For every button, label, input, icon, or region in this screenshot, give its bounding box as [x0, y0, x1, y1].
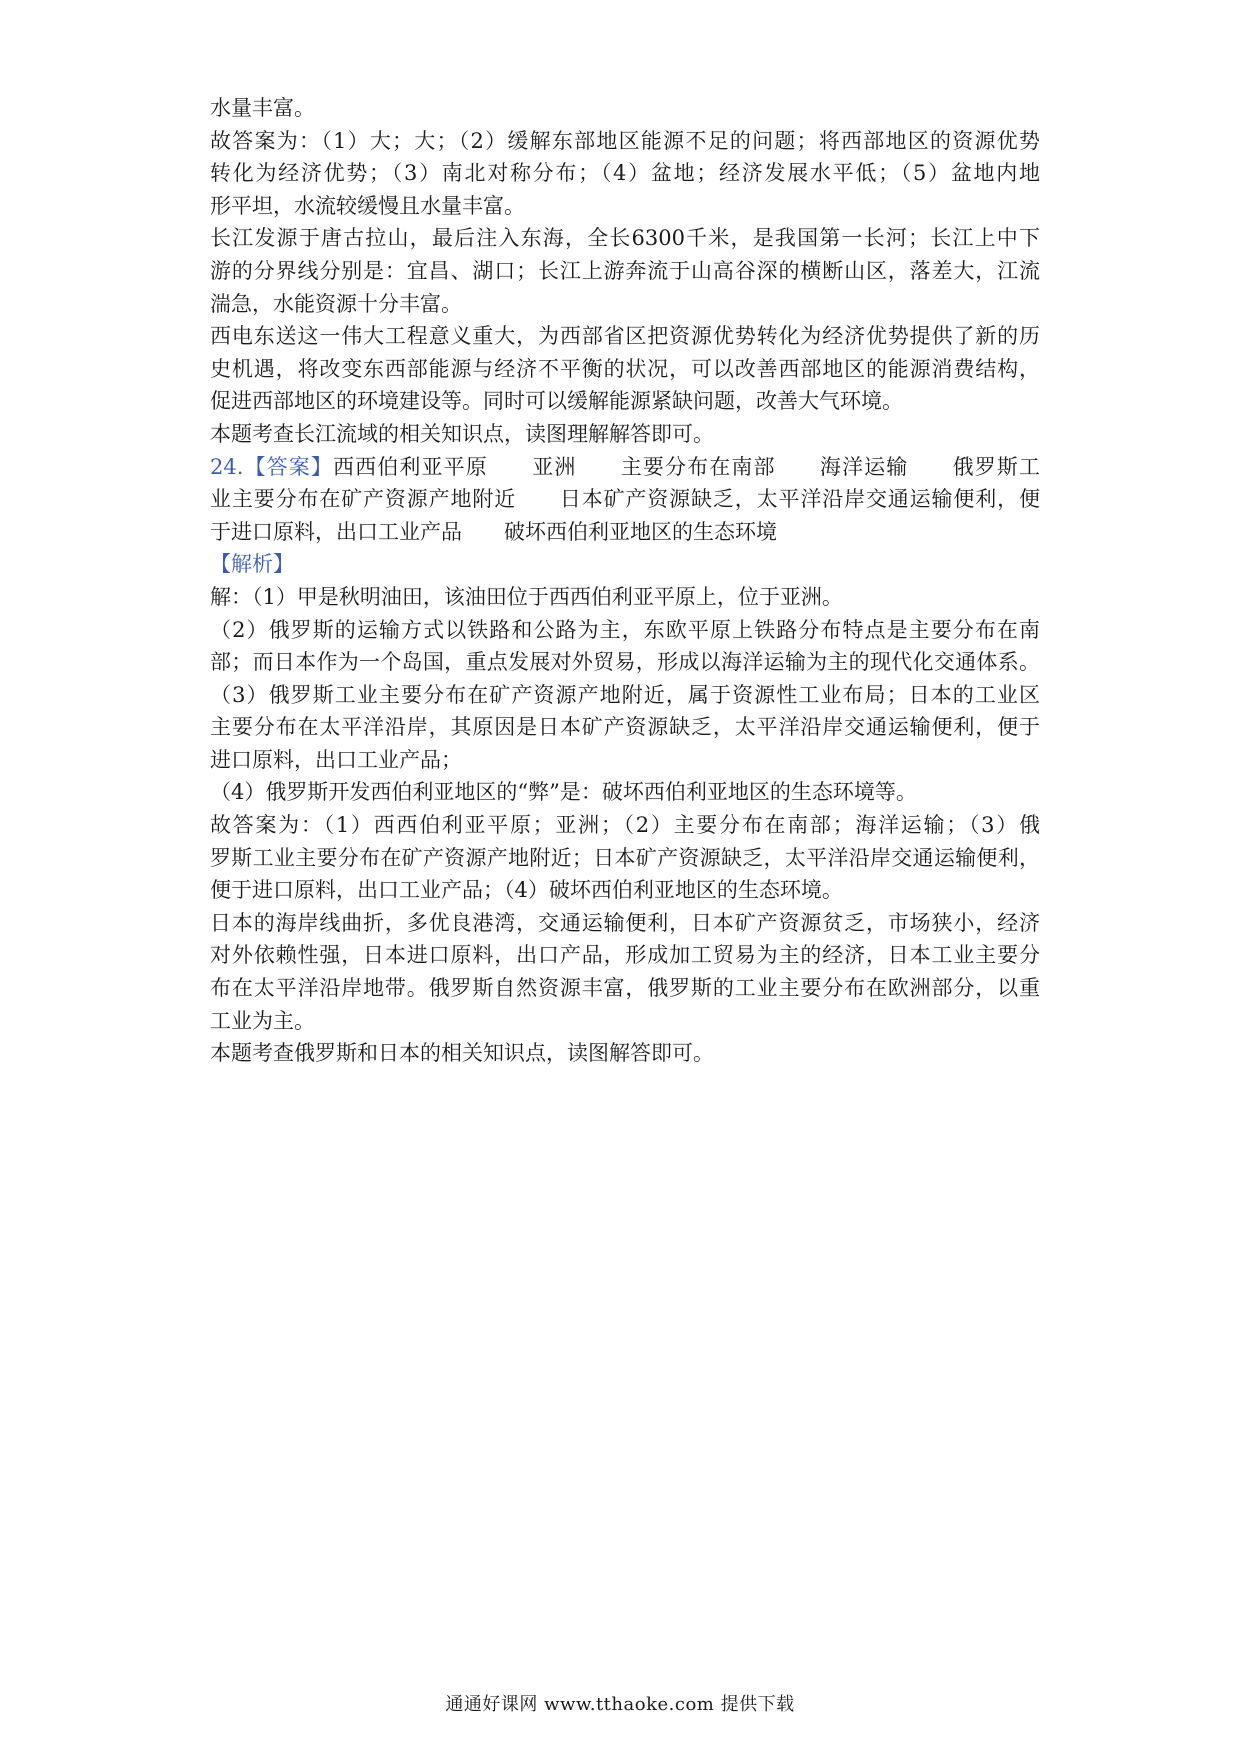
text-line: 解：（1）甲是秋明油田，该油田位于西西伯利亚平原上，位于亚洲。: [210, 584, 843, 609]
text-line: 日本的海岸线曲折，多优良港湾，交通运输便利，日本矿产资源贫乏，市场狭小，经济: [210, 910, 1040, 935]
answer-24-text: 西西伯利亚平原 亚洲 主要分布在南部 海洋运输 俄罗斯工: [333, 454, 1040, 479]
text-line: 本题考查长江流域的相关知识点，读图理解解答即可。: [210, 421, 714, 446]
text-line: 湍急，水能资源十分丰富。: [210, 291, 462, 316]
text-line: 布在太平洋沿岸地带。俄罗斯自然资源丰富，俄罗斯的工业主要分布在欧洲部分，以重: [210, 976, 1040, 1001]
text-line: 对外依赖性强，日本进口原料，出口产品，形成加工贸易为主的经济，日本工业主要分: [210, 943, 1040, 968]
text-line: （3）俄罗斯工业主要分布在矿产资源产地附近，属于资源性工业布局；日本的工业区: [210, 682, 1040, 707]
text-line: 转化为经济优势；（3）南北对称分布；（4）盆地；经济发展水平低；（5）盆地内地: [210, 161, 1040, 186]
text-line: 工业为主。: [210, 1008, 315, 1033]
text-line: 水量丰富。: [210, 96, 315, 120]
text-line: 于进口原料，出口工业产品 破坏西伯利亚地区的生态环境: [210, 519, 777, 544]
text-line: 促进西部地区的环境建设等。同时可以缓解能源紧缺问题，改善大气环境。: [210, 389, 903, 414]
text-line: 故答案为：（1）大；大；（2）缓解东部地区能源不足的问题；将西部地区的资源优势: [210, 128, 1040, 153]
answer-24-line: [210, 451, 1040, 484]
text-line: 形平坦，水流较缓慢且水量丰富。: [210, 193, 525, 218]
text-line: 长江发源于唐古拉山，最后注入东海，全长6300千米，是我国第一长河；长江上中下: [210, 226, 1040, 251]
text-line: 史机遇，将改变东西部能源与经济不平衡的状况，可以改善西部地区的能源消费结构，: [210, 356, 1040, 381]
text-line: 罗斯工业主要分布在矿产资源产地附近；日本矿产资源缺乏，太平洋沿岸交通运输便利，: [210, 845, 1040, 870]
text-line: （4）俄罗斯开发西伯利亚地区的“弊”是：破坏西伯利亚地区的生态环境等。: [210, 780, 917, 805]
document-body: [210, 92, 1040, 1070]
text-line: 业主要分布在矿产资源产地附近 日本矿产资源缺乏，太平洋沿岸交通运输便利，便: [210, 487, 1040, 512]
text-line: 便于进口原料，出口工业产品；（4）破坏西伯利亚地区的生态环境。: [210, 878, 843, 903]
text-line: （2）俄罗斯的运输方式以铁路和公路为主，东欧平原上铁路分布特点是主要分布在南: [210, 617, 1040, 642]
text-line: 本题考查俄罗斯和日本的相关知识点，读图解答即可。: [210, 1041, 714, 1066]
answer-24-label: 24.【答案】: [210, 454, 334, 479]
text-line: 游的分界线分别是：宜昌、湖口；长江上游奔流于山高谷深的横断山区，落差大，江流: [210, 258, 1040, 283]
text-line: 进口原料，出口工业产品；: [210, 747, 462, 772]
text-line: 故答案为：（1）西西伯利亚平原；亚洲；（2）主要分布在南部；海洋运输；（3）俄: [210, 813, 1040, 838]
text-line: 主要分布在太平洋沿岸，其原因是日本矿产资源缺乏，太平洋沿岸交通运输便利，便于: [210, 715, 1040, 740]
text-line: 西电东送这一伟大工程意义重大，为西部省区把资源优势转化为经济优势提供了新的历: [210, 324, 1040, 349]
analysis-heading: 【解析】: [210, 552, 294, 577]
page-footer: 通通好课网 www.tthaoke.com 提供下载: [445, 1694, 795, 1715]
text-line: 部；而日本作为一个岛国，重点发展对外贸易，形成以海洋运输为主的现代化交通体系。: [210, 650, 1040, 675]
